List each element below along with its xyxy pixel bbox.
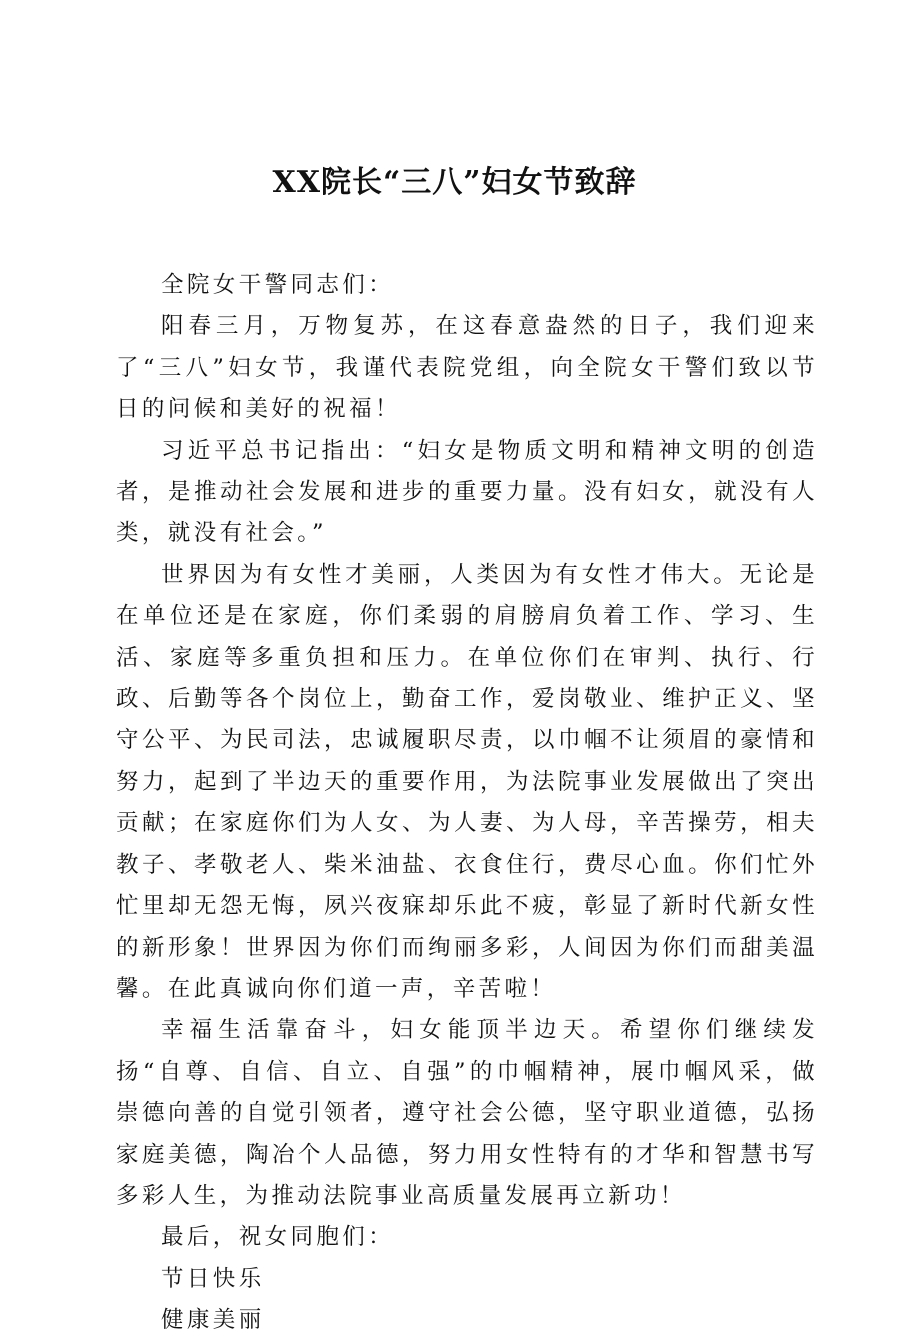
paragraph-quote: 习近平总书记指出：“妇女是物质文明和精神文明的创造者，是推动社会发展和进步的重要力量。没有妇女，就没有人类，就没有社会。” — [116, 437, 818, 547]
wish-line: 节日快乐 — [161, 1265, 265, 1292]
closing-intro: 最后，祝女同胞们： — [161, 1224, 395, 1251]
document-body — [116, 265, 818, 1342]
paragraph-tribute: 世界因为有女性才美丽，人类因为有女性才伟大。无论是在单位还是在家庭，你们柔弱的肩膀肩负着工作、学习、生活、家庭等多重负担和压力。在单位你们在审判、执行、行政、后勤等各个岗位上，勤奋工作，爱岗敬业、维护正义、坚守公平、为民司法，忠诚履职尽责，以巾帼不让须眉的豪情和努力，起到了半边天的重要作用，为法院事业发展做出了突出贡献；在家庭你们为人女、为人妻、为人母，辛苦操劳，相夫教子、孝敬老人、柴米油盐、衣食住行，费尽心血。你们忙外忙里却无怨无悔，夙兴夜寐却乐此不疲，彰显了新时代新女性的新形象！世界因为你们而绚丽多彩，人间因为你们而甜美温馨。在此真诚向你们道一声，辛苦啦！ — [116, 561, 818, 1002]
wish-line: 健康美丽 — [161, 1307, 265, 1334]
paragraph-hope: 幸福生活靠奋斗，妇女能顶半边天。希望你们继续发扬“自尊、自信、自立、自强”的巾帼精神，展巾帼风采，做崇德向善的自觉引领者，遵守社会公德，坚守职业道德，弘扬家庭美德，陶冶个人品德，努力用女性特有的才华和智慧书写多彩人生，为推动法院事业高质量发展再立新功！ — [116, 1017, 818, 1209]
salutation: 全院女干警同志们： — [161, 272, 395, 298]
paragraph-greeting: 阳春三月，万物复苏，在这春意盎然的日子，我们迎来了“三八”妇女节，我谨代表院党组，向全院女干警们致以节日的问候和美好的祝福！ — [116, 313, 818, 423]
document-title: XX院长“三八”妇女节致辞 — [272, 165, 637, 200]
